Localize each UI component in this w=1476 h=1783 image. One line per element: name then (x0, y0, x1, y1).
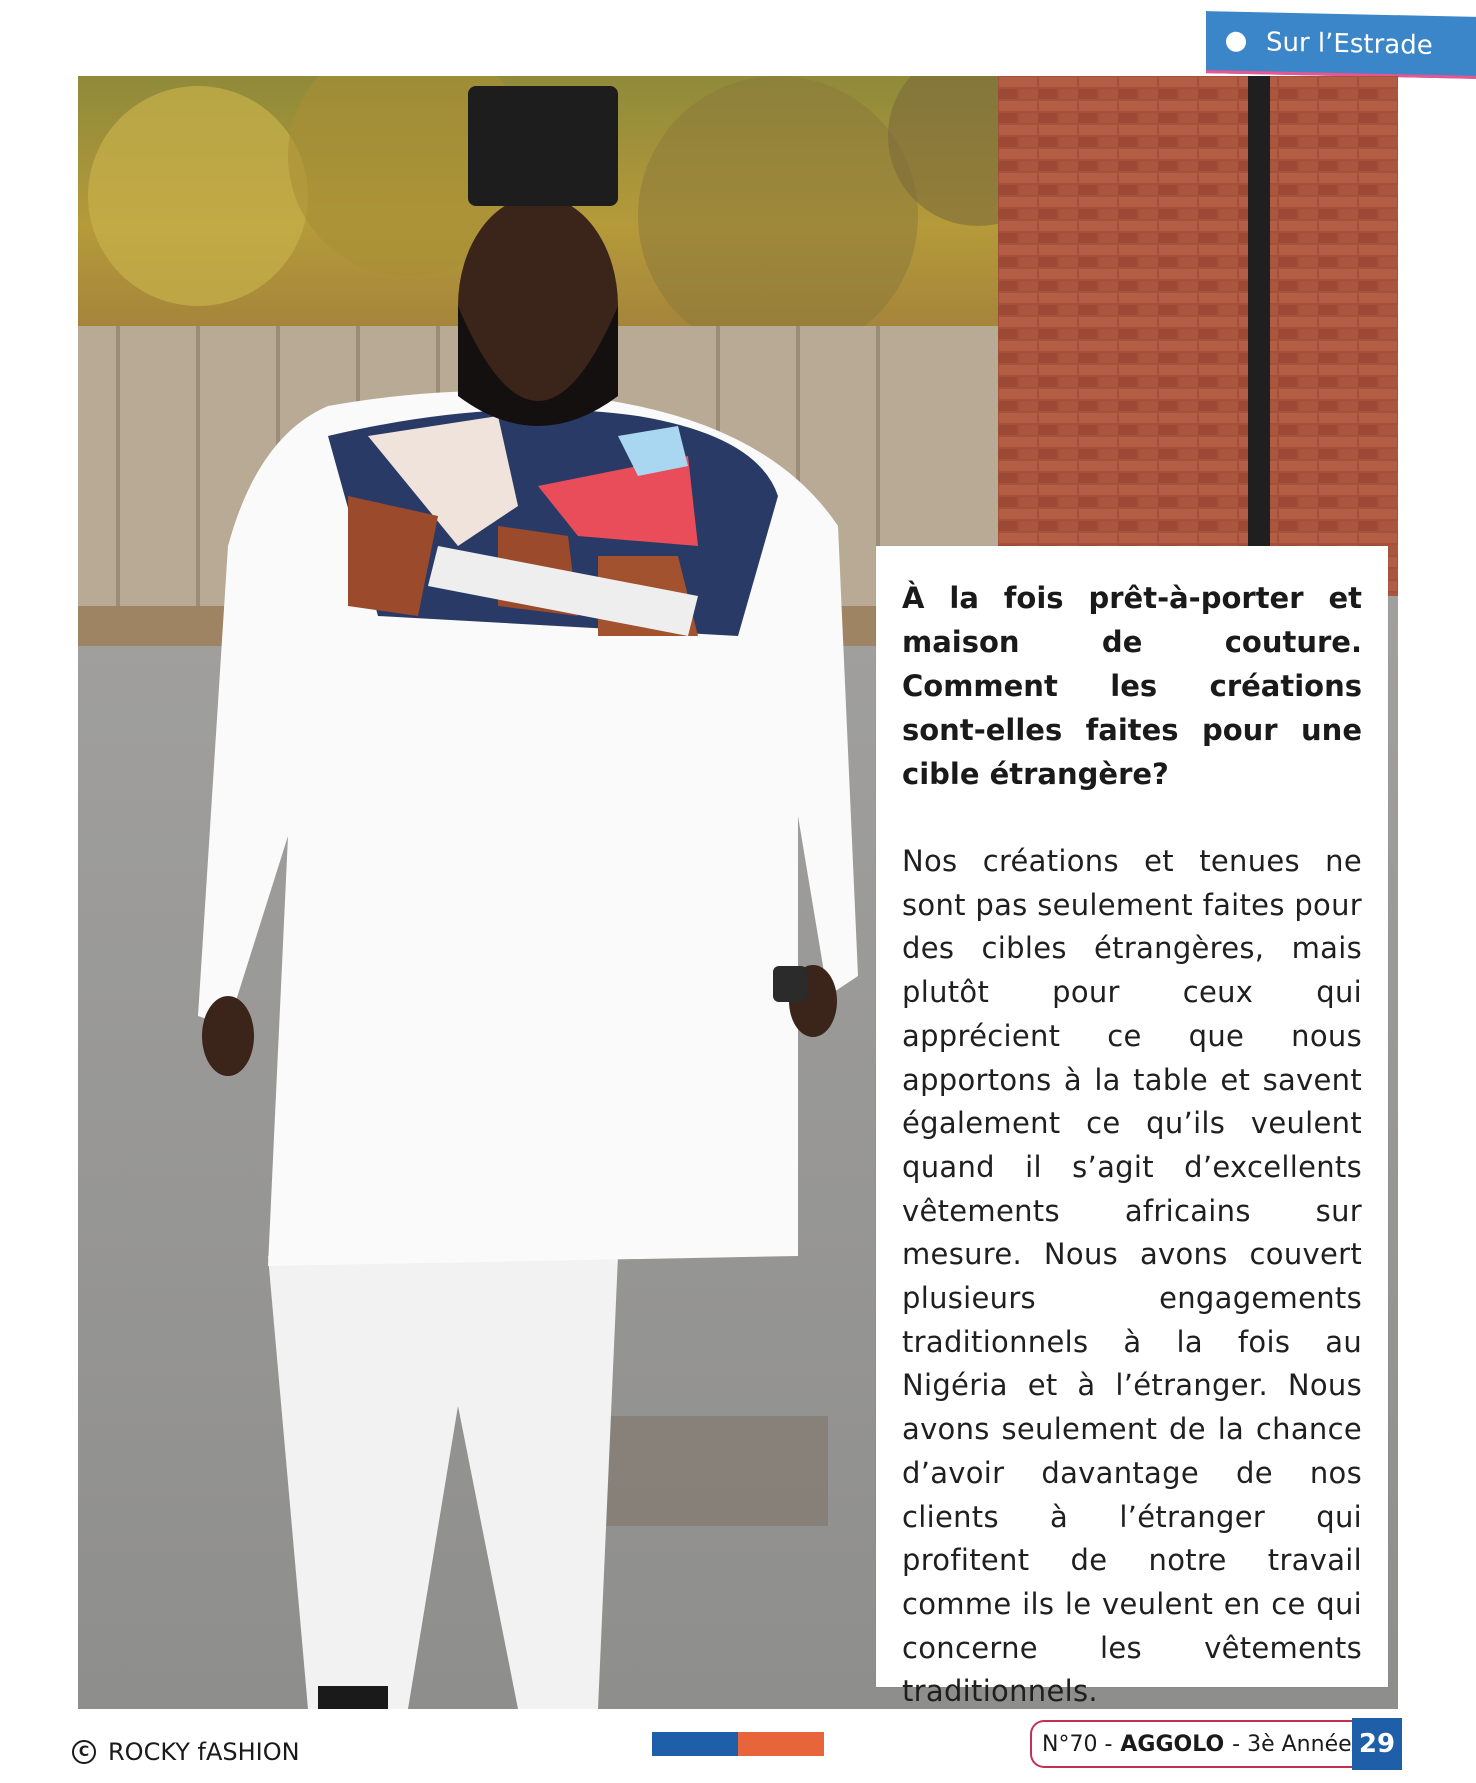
issue-info (1030, 1720, 1402, 1768)
section-label: Sur l’Estrade (1266, 26, 1433, 61)
interview-answer: Nos créations et tenues ne sont pas seulement faites pour des cibles étrangères, mais plutôt pour ceux qui apprécient ce que nous apportons à la table et savent également ce qu’ils veulent quand il s’agit d’excellents vêtements africains sur mesure. Nous avons couvert plusieurs engagements traditionnels à la fois au Nigéria et à l’étranger. Nous avons seulement de la chance d’avoir davantage de nos clients à l’étranger qui profitent de notre travail comme ils le veulent en ce qui concerne les vêtements traditionnels. (902, 844, 1362, 1709)
color-bar-blue (652, 1732, 738, 1756)
color-bar-orange (738, 1732, 824, 1756)
credit-name: ROCKY fASHION (108, 1738, 300, 1766)
interview-box (876, 546, 1388, 1709)
photo-credit (72, 1732, 300, 1772)
issue-number: N°70 - (1042, 1731, 1113, 1757)
footer-color-bar (652, 1732, 824, 1756)
copyright-icon: C (72, 1740, 96, 1764)
issue-year: - 3è Année (1232, 1731, 1352, 1757)
section-tab (1206, 11, 1476, 79)
magazine-name: AGGOLO (1120, 1731, 1225, 1757)
bullet-dot-icon (1226, 31, 1246, 51)
page-number: 29 (1352, 1718, 1402, 1770)
interview-question: À la fois prêt-à-porter et maison de couture. Comment les créations sont-elles faites pour une cible étrangère? (902, 581, 1362, 791)
